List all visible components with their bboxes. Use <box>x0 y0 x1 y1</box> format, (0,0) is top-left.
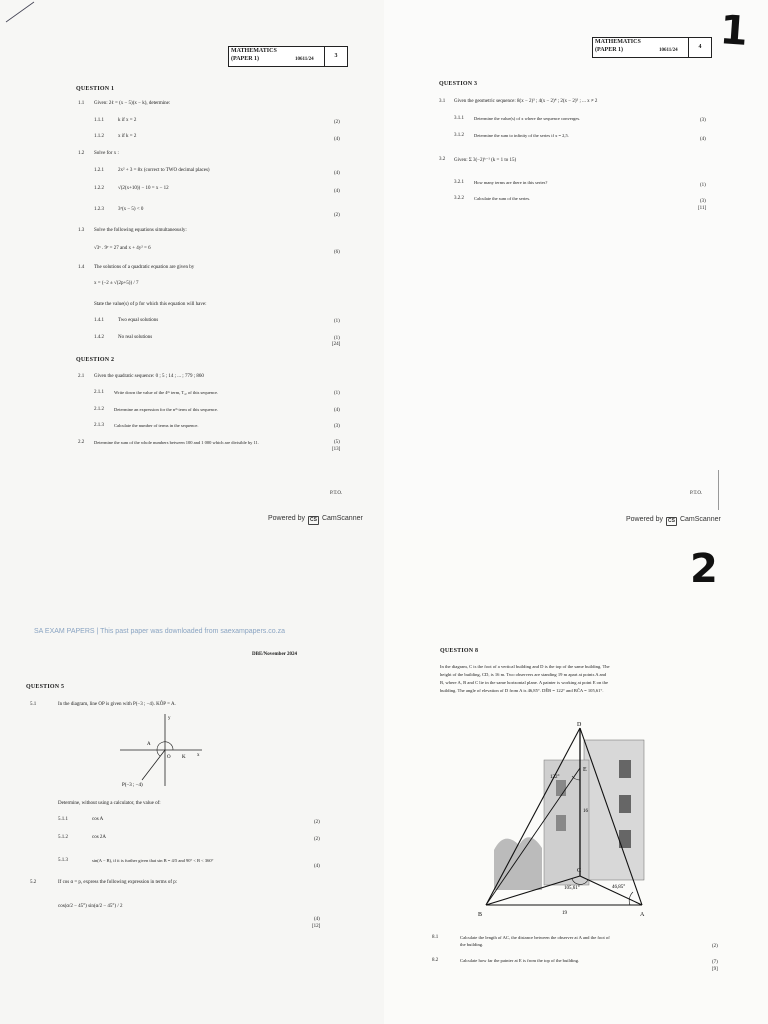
footer-text: Powered by <box>268 515 305 522</box>
question-2-title: QUESTION 2 <box>76 357 115 363</box>
item-text: The solutions of a quadratic equation are given by <box>94 265 195 270</box>
point-d-label: D <box>577 722 582 728</box>
item-number: 5.1.2 <box>58 835 68 840</box>
item-mark: (2) <box>334 213 340 218</box>
angle-arc <box>629 892 633 905</box>
scan-page-3 <box>0 0 384 530</box>
header-date: DBE/November 2024 <box>252 652 298 657</box>
angle-deb-label: 122° <box>550 775 560 780</box>
header-page-number: 4 <box>688 38 711 57</box>
point-b-label: B <box>478 912 483 918</box>
item-text: Write down the value of the 4ᵗʰ term, T₄, of this sequence. <box>114 390 219 395</box>
item-mark: (1) <box>334 336 340 341</box>
item-mark: (5) <box>334 440 340 445</box>
watermark-text: SA EXAM PAPERS | This past paper was downloaded from saexampapers.co.za <box>34 628 285 635</box>
item-number: 1.1.1 <box>94 118 104 123</box>
item-number: 2.1 <box>78 374 85 379</box>
point-p-label: P(−3 ; −4) <box>122 783 143 788</box>
item-number: 3.2.1 <box>454 180 464 185</box>
item-number: 5.1.3 <box>58 858 68 863</box>
item-mark: (3) <box>700 118 706 123</box>
question-total: [9] <box>712 967 718 972</box>
item-mark: (3) <box>700 199 706 204</box>
item-number: 2.1.1 <box>94 390 104 395</box>
item-number: 8.2 <box>432 958 439 963</box>
item-text: Calculate the length of AC, the distance between the observer at A and the foot of <box>460 935 610 940</box>
question-8-title: QUESTION 8 <box>440 648 479 654</box>
item-number: 3.1.2 <box>454 133 464 138</box>
item-text: Given the geometric sequence: 8(x − 2)³ ; 4(x − 2)⁴ ; 2(x − 2)⁵ ; ... x ≠ 2 <box>454 99 598 104</box>
item-mark: (1) <box>700 183 706 188</box>
item-mark: (4) <box>334 137 340 142</box>
item-text: Solve for x : <box>94 151 119 156</box>
item-number: 1.2.2 <box>94 186 104 191</box>
question-total: [11] <box>698 206 707 211</box>
length-cd-label: 16 <box>583 809 588 814</box>
intro-line: height of the building, CD, is 16 m. Two observers are standing 19 m apart at points A and <box>440 672 607 677</box>
item-number: 1.4 <box>78 265 85 270</box>
item-number: 1.2.1 <box>94 168 104 173</box>
item-text: State the value(s) of p for which this equation will have: <box>94 302 207 307</box>
item-text: In the diagram, line OP is given with P(−3 ; −4). KÔP = A. <box>58 702 176 707</box>
page-edge-line <box>718 470 719 510</box>
item-text: Determine the sum of the whole numbers between 100 and 1 000 which are divisible by 11. <box>94 440 259 445</box>
item-text: Calculate the number of terms in the sequence. <box>114 423 199 428</box>
item-mark: (2) <box>314 820 320 825</box>
item-number: 3.1.1 <box>454 116 464 121</box>
intro-line: In the diagram, C is the foot of a vertical building and D is the top of the same building. The <box>440 664 610 669</box>
window-shape <box>619 760 631 778</box>
item-number: 8.1 <box>432 935 439 940</box>
item-mark: (4) <box>334 408 340 413</box>
header-subject: MATHEMATICS <box>231 48 277 54</box>
item-mark: (2) <box>712 944 718 949</box>
length-ab-label: 19 <box>562 911 567 916</box>
item-mark: (4) <box>314 917 320 922</box>
point-c-label: C <box>577 868 582 874</box>
item-text: k if x = 2 <box>118 118 137 123</box>
item-mark: (3) <box>334 424 340 429</box>
item-text: Calculate the sum of the series. <box>474 196 531 201</box>
item-number: 5.1.1 <box>58 817 68 822</box>
item-mark: (6) <box>334 250 340 255</box>
question-3-title: QUESTION 3 <box>439 81 478 87</box>
item-mark: (1) <box>334 319 340 324</box>
line-ca <box>580 876 642 905</box>
item-text: Solve the following equations simultaneously: <box>94 228 187 233</box>
point-e-label: E <box>583 767 587 773</box>
question-total: [13] <box>332 447 341 452</box>
intro-line: building. The angle of elevation of D from A is 46,85°. DÊB = 122° and BĈA = 105,61°. <box>440 688 604 693</box>
handwritten-page-mark: 1 <box>718 7 750 55</box>
item-text: Determine the sum to infinity of the series if x = 2,5. <box>474 133 569 138</box>
header-paper: (PAPER 1) <box>231 56 260 62</box>
angle-bca-label: 105,61° <box>564 886 580 891</box>
pen-stroke-mark <box>0 0 40 30</box>
item-number: 5.1 <box>30 702 37 707</box>
item-text: sin(A − B), if it is further given that sin B = 4/5 and 90° < B < 360° <box>92 858 214 863</box>
question-total: [24] <box>332 342 341 347</box>
item-number: 2.1.3 <box>94 423 104 428</box>
item-text: How many terms are there in this series? <box>474 180 548 185</box>
question-total: [12] <box>312 924 321 929</box>
coordinate-diagram <box>110 710 210 790</box>
question-5-title: QUESTION 5 <box>26 684 65 690</box>
intro-line: B, where A, B and C lie in the same horizontal plane. A painter is working at point E on the <box>440 680 609 685</box>
item-number: 3.2.2 <box>454 196 464 201</box>
item-text: Determine an expression for the nᵗʰ term of this sequence. <box>114 407 219 412</box>
handwritten-page-mark: 2 <box>690 546 718 592</box>
item-mark: (1) <box>334 391 340 396</box>
question-1-title: QUESTION 1 <box>76 86 115 92</box>
item-number: 1.2.3 <box>94 207 104 212</box>
angle-elevation-label: 46,85° <box>612 885 626 890</box>
item-text: Determine the value(s) of x where the sequence converges. <box>474 116 581 121</box>
item-mark: (4) <box>334 189 340 194</box>
item-number: 1.4.2 <box>94 335 104 340</box>
item-number: 1.1.2 <box>94 134 104 139</box>
item-text: Given: Σ 3(−2)ᵏ⁻¹ (k = 1 to 15) <box>454 158 517 163</box>
header-code: 10611/24 <box>295 57 314 62</box>
item-text: Given the quadratic sequence: 0 ; 5 ; 14 ; ... ; 779 ; 860 <box>94 374 204 379</box>
item-text: the building. <box>460 942 484 947</box>
item-text: cos 2A <box>92 835 107 840</box>
footer-brand: CamScanner <box>321 515 363 522</box>
item-text: √(2(x+10)) − 10 = x − 12 <box>118 186 169 191</box>
item-mark: (4) <box>334 171 340 176</box>
header-code: 10611/24 <box>659 48 678 53</box>
scan-page-4 <box>384 0 768 530</box>
item-number: 2.1.2 <box>94 407 104 412</box>
item-mark: (2) <box>314 837 320 842</box>
item-mark: (2) <box>334 120 340 125</box>
point-a-label: A <box>640 912 645 918</box>
line-op <box>142 750 165 780</box>
scan-page-question-8 <box>384 530 768 1024</box>
item-mark: (4) <box>314 864 320 869</box>
item-number: 2.2 <box>78 440 85 445</box>
pto-label: P.T.O. <box>690 491 703 496</box>
window-shape <box>556 780 566 796</box>
item-number: 5.2 <box>30 880 37 885</box>
pto-label: P.T.O. <box>330 491 343 496</box>
window-shape <box>556 815 566 831</box>
item-text: Calculate how far the painter at E is from the top of the building. <box>460 958 580 963</box>
paper-header-box <box>228 46 348 67</box>
item-text: Determine, without using a calculator, the value of: <box>58 801 161 806</box>
item-number: 1.3 <box>78 228 85 233</box>
item-text: Given: 2ℓ = (x − 5)(x − k), determine: <box>94 101 171 106</box>
camscanner-logo-icon: CS <box>308 516 319 525</box>
item-text: Two equal solutions <box>118 318 159 323</box>
paper-header-box <box>592 37 712 58</box>
camscanner-logo-icon: CS <box>666 517 677 526</box>
item-text: If cos α = p, express the following expression in terms of p: <box>58 880 178 885</box>
scan-page-question-5 <box>0 530 384 1024</box>
item-text: No real solutions <box>118 335 153 340</box>
header-subject: MATHEMATICS <box>595 39 641 45</box>
item-mark: (4) <box>700 137 706 142</box>
camscanner-footer <box>626 516 721 526</box>
point-k-label: K <box>182 755 186 760</box>
item-number: 3.2 <box>439 157 446 162</box>
item-number: 1.1 <box>78 101 85 106</box>
item-number: 3.1 <box>439 99 446 104</box>
camscanner-footer <box>268 515 363 525</box>
item-number: 1.4.1 <box>94 318 104 323</box>
footer-text: Powered by <box>626 516 663 523</box>
item-text: 3ˣ(x − 5) < 0 <box>118 207 144 212</box>
footer-brand: CamScanner <box>679 516 721 523</box>
item-text: cos A <box>92 817 104 822</box>
y-axis-label: y <box>168 716 171 721</box>
item-text: √3ˣ . 9ʸ = 27 and x + 4y² = 6 <box>94 246 151 251</box>
item-number: 1.2 <box>78 151 85 156</box>
item-text: 2x² + 3 = 8x (correct to TWO decimal places) <box>118 168 210 173</box>
window-shape <box>619 795 631 813</box>
building-shape <box>584 740 644 880</box>
item-text: x if k = 2 <box>118 134 137 139</box>
item-formula: cos(α/2 − 45°) sin(α/2 − 45°) / 2 <box>58 904 123 909</box>
building-diagram <box>478 720 674 920</box>
header-paper: (PAPER 1) <box>595 47 624 53</box>
item-formula: x = (−2 ± √(2p+5)) / 7 <box>94 281 139 286</box>
x-axis-label: x <box>197 753 200 758</box>
origin-label: O <box>167 755 171 760</box>
angle-label: A <box>147 742 151 747</box>
item-mark: (7) <box>712 960 718 965</box>
header-page-number: 3 <box>324 47 347 66</box>
